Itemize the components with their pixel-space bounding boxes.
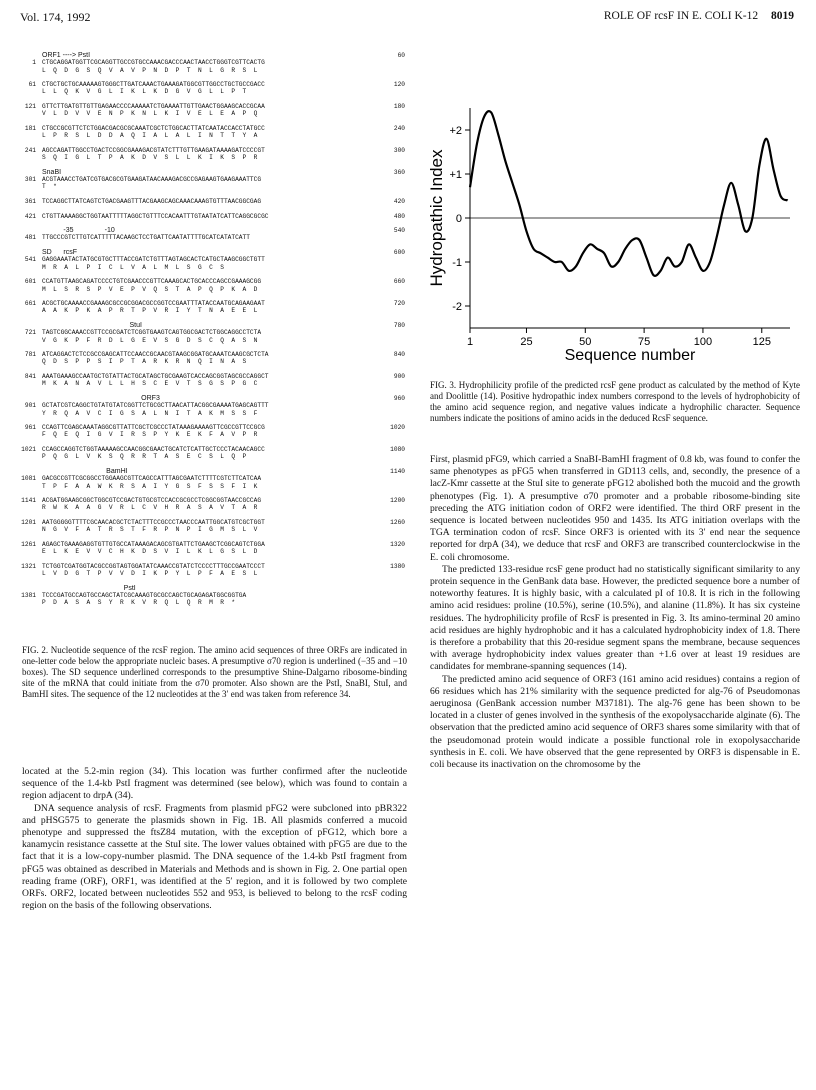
paragraph: DNA sequence analysis of rcsF. Fragments from plasmid pFG2 were subcloned into pBR322 and pHSG575 to generate the plasmids shown in Fig. 1B. All plasmids conferred a mucoid phenotype and suppressed the ftsZ84 mutation, with the exception of pFG12, which bore a kanamycin resistance cassette at the StuI site. The lower values obtained with pFG5 are due to the fact that it is a low-copy-number plasmid. The DNA sequence of the 1.4-kb PstI fragment from pFG5 was obtained as described in Materials and Methods and is shown in Fig. 2. One partial open reading frame (ORF), ORF1, was identified at the 5′ region, and it is followed by two complete ORFs. ORF2, located between nucleotides 552 and 953, is believed to belong to the rcsF coding region on the basis of the following observations. [22,802,407,912]
end-position: 300 [393,146,405,154]
end-position: 540 [393,227,405,235]
x-tick-label: 25 [520,336,533,348]
x-tick-label: 125 [752,336,771,348]
start-position: 1261 [21,540,36,548]
sequence-block [20,424,405,439]
end-position: 1200 [390,497,405,505]
x-tick-label: 100 [693,336,713,348]
end-position: 480 [393,212,405,220]
sequence-block [20,322,405,344]
x-tick-label: 1 [466,336,474,348]
sequence-block [20,446,405,461]
start-position: 1141 [21,497,36,505]
end-position: 360 [393,168,405,176]
sequence-block [20,103,405,118]
nucleotides: TTGCCCGTCTTGTCATTTTTACAAGCTCCTGATTCAATATTTTGCATCATATCATT [42,234,250,242]
nucleotides: CCAGTTCGAGCAAATAGGCGTTATTCGCTCGCCCTATAAAGAAAAGTTCGCCGTTCCGCG [42,424,265,432]
nucleotides: TCCAGGCTTATCAGTCTGACGAAGTTTACGAAGCAGCAAACAAAGTGTTTAACGGCGAG [42,197,262,205]
end-position: 60 [397,52,405,59]
nucleotides: CTGTTAAAAGGCTGGTAATTTTTAGGCTGTTTCCACAATTTGTAATATCATTCAGGCGCGC [42,212,269,220]
end-position: 1380 [390,562,405,570]
nucleotide-sequence-figure [20,52,405,614]
end-position: 420 [393,197,405,205]
start-position: 1321 [21,562,36,570]
amino-acid-line: Y R Q A V C I G S A L N I T A K M S S F [42,409,258,417]
volume-label: Vol. 174, 1992 [20,10,91,24]
nucleotides: TCCCGATGCCAGTGCCAGCTATCGCAAAGTGCGCCAGCTGCAGAGATGGCGGTGA [42,591,247,599]
y-tick-label: 0 [455,213,462,225]
sequence-block [20,563,405,578]
amino-acid-line: P D A S A S Y R K V R Q L Q R M R * [42,599,236,607]
start-position: 601 [24,278,36,286]
amino-acid-line: S Q I G L T P A K D V S L L K I K S P R [42,154,258,162]
start-position: 661 [24,300,36,308]
sequence-block [20,585,405,607]
amino-acid-line: V G K P F R D L G E V S G D S C Q A S N [42,336,258,344]
running-header [604,10,794,22]
paragraph: The predicted amino acid sequence of ORF3 (161 amino acid residues) contains a region of 66 residues which has 21% similarity with the sequence predicted for alg-76 of Pseudomonas aeruginosa (GenBank accession number M37181). The alg-76 gene has been shown to be located in a cluster of genes involved in the synthesis of the exopolysaccharide alginate (6). The observation that the predicted amino acid sequence of ORF3 shares some similarity with that of the pseudomonad protein would indicate a possible functional role in exopolysaccharide synthesis in E. coli. We have observed that the gene represented by ORF3 is dispensable in E. coli because its inactivation on the chromosome by the [430,673,800,771]
nucleotide-line [20,446,405,453]
sequence-block [20,52,405,74]
start-position: 361 [24,197,36,205]
end-position: 660 [393,278,405,286]
sequence-block [20,249,405,271]
start-position: 481 [24,234,36,242]
x-tick-label: 75 [637,336,651,348]
start-position: 301 [24,176,36,184]
hydropathy-curve [470,111,788,276]
sequence-block [20,395,405,417]
column-right-text [430,454,800,771]
start-position: 181 [24,124,36,132]
start-position: 541 [24,256,36,264]
start-position: 901 [24,402,36,410]
amino-acid-line: L L Q K V G L I K L K D G V G L L P T [42,88,247,96]
sequence-annotation: SnaBI [42,168,62,176]
nucleotide-line [20,198,405,205]
amino-acid-line: T * [42,183,57,191]
nucleotides: CCAGCCAGGTCTGGTAAAAAGCCAACGGCGAACTGCATCTCATTGCTCCCTACAACAGCC [42,446,265,454]
page-number: 8019 [771,10,794,22]
end-position: 1140 [390,467,405,475]
end-position: 600 [393,249,405,257]
paragraph: The predicted 133-residue rcsF gene product had no statistically significant similarity to any protein sequence in the GenBank data base. However, the predicted sequence bore a number of noteworthy features. It is highly basic, with a calculated pI of 10.8. It is rich in the following amino acid residues: proline (10.5%), serine (10.5%), and alanine (11.8%). It has six cysteine residues. The hydrophilicity profile of RcsF is presented in Fig. 3. Its amino-terminal 20 amino acid residues are highly hydrophobic and it has a calculated hydrophobicity index of 1.8. There is therefore a probability that this 20-residue segment spans the membrane, because sequences with average hydrophobicity index values greater than +1.6 over at least 19 residues are candidates for membrane-spanning sequences (14). [430,563,800,673]
fig2-caption: FIG. 2. Nucleotide sequence of the rcsF region. The amino acid sequences of three ORFs are indicated in one-letter code below the appropriate nucleic bases. A presumptive σ70 region is underlined (−35 and −10 boxes). The SD sequence underlined corresponds to the presumptive Shine-Dalgarno ribosome-binding site of the mRNA that could initiate from the σ70 promoter. Also shown are the PstI, SnaBI, StuI, and BamHI sites. The sequence of the 12 nucleotides at the 3′ end was taken from reference 34. [22,645,407,699]
amino-acid-line: L P R S L D D A Q I A L A L I N T T Y A [42,132,258,140]
sequence-annotation: ORF3 [42,394,160,402]
y-tick-label: -1 [452,257,462,269]
fig3-caption: FIG. 3. Hydrophilicity profile of the predicted rcsF gene product as calculated by the method of Kyte and Doolittle (14). Positive hydropathic index numbers correspond to the levels of hydrophobicity of the amino acid sequence region, and negative values indicate a hydrophilic character. Sequence numbers indicate the positions of amino acids in the deduced RcsF sequence. [430,380,800,423]
nucleotide-line [20,351,405,358]
nucleotide-line [20,213,405,220]
nucleotides: ACGATGGAAGCGGCTGGCGTCCGACTGTGCGTCCACCGCGCCTCGGCGGTAACCGCCAG [42,497,262,505]
sequence-block [20,351,405,366]
end-position: 120 [393,81,405,89]
sequence-block [20,468,405,490]
start-position: 781 [24,351,36,359]
amino-acid-line: N G V F A T R S T F R P N P I G M S L V [42,526,258,534]
amino-acid-line: M L S R S P V E P V Q S T A P Q P K A D [42,285,258,293]
sequence-block [20,147,405,162]
nucleotides: GACGCCGTTCGCGGCCTGGAAGCGTTCAGCCATTTAGCGAATCTTTTCGTCTTCATCAA [42,475,262,483]
nucleotide-line [20,147,405,154]
nucleotides: AGAGCTGAAAGAGGTGTTGTGCCATAAAGACAGCGTGATTCTGAAGCTCGGCAGTCTGGA [42,540,265,548]
nucleotide-line [20,563,405,570]
y-tick-label: +2 [449,125,462,137]
sequence-block [20,519,405,534]
x-axis-label: Sequence number [564,347,696,364]
nucleotide-line [20,424,405,431]
start-position: 961 [24,424,36,432]
amino-acid-line: E L K E V V C H K D S V I L K L G S L D [42,548,258,556]
sequence-block [20,227,405,242]
nucleotides: AAATGAAAGCCAATGCTGTATTACTGCATAGCTGCGAAGTCACCAGCGGTAGCGCCAGGCT [42,373,269,381]
sequence-annotation: StuI [42,321,142,329]
sequence-block [20,198,405,205]
sequence-block [20,125,405,140]
nucleotide-line [20,541,405,548]
end-position: 240 [393,124,405,132]
amino-acid-line: V L D V V E N P K N L K I V E L E A P Q [42,110,258,118]
nucleotides: TCTGGTCGATGGTACGCCGGTAGTGGATATCAAACCGTATCTCCCCTTTGCCGAATCCCT [42,562,265,570]
nucleotides: GCTATCGTCAGGCTGTATGTATCGGTTCTGCGCTTAACATTACGGCGAAAATGAGCAGTTT [42,402,269,410]
amino-acid-line: M R A L P I C L V A L M L S G C S [42,263,224,271]
start-position: 721 [24,329,36,337]
nucleotide-line [20,125,405,132]
nucleotides: CTGCCGCGTTCTCTGGACGACGCGCAAATCGCTCTGGCACTTATCAATACCACCTATGCC [42,124,265,132]
nucleotides: ACGCTGCAAAACCGAAAGCGCCGCGGACGCCGGTCCGAATTTATACCAATGCAGAAGAAT [42,300,265,308]
amino-acid-line: R W K A A G V R L C V H R A S A V T A R [42,504,258,512]
sequence-annotation: -35 -10 [42,227,115,235]
sequence-block [20,81,405,96]
nucleotides: CCATGTTAAGCAGATCCCCTGTCGAACCCGTTCAAAGCACTGCACCCAGCCGAAAGCGG [42,278,262,286]
start-position: 241 [24,146,36,154]
end-position: 1020 [390,424,405,432]
nucleotides: AATGGGGGTTTTCGCAACACGCTCTACTTTCCGCCCTAACCCAATTGGCATGTCGCTGGT [42,519,265,526]
nucleotides: ATCAGGACTCTCCGCCGAGCATTCCAACCGCAACGTAAGCGGATGCAAATCAAGCGCTCTA [42,351,269,359]
y-ticks [449,125,470,313]
amino-acid-line: L Q D G S Q V A V P N D P T N L G R S L [42,66,258,74]
nucleotides: GTTCTTGATGTTGTTGAGAACCCCAAAAATCTGAAAATTGTTGAACTGGAAGCACCGCAA [42,103,265,111]
end-position: 780 [393,321,405,329]
start-position: 1201 [21,519,36,526]
nucleotide-line [20,300,405,307]
nucleotides: AGCCAGATTGGCCTGACTCCGGCGAAAGACGTATCTTTGTTGAAGATAAAAGATCCCCGT [42,146,265,154]
nucleotide-line [20,497,405,504]
end-position: 960 [393,394,405,402]
sequence-annotation: ORF1 ----> PstI [42,52,91,59]
end-position: 720 [393,300,405,308]
x-tick-label: 50 [579,336,592,348]
sequence-annotation: BamHI [42,467,128,475]
end-position: 1320 [390,540,405,548]
end-position: 1260 [390,519,405,526]
column-left-text [22,766,407,912]
amino-acid-line: L V D G T P V V D I K P Y L P F A E S L [42,570,258,578]
nucleotide-line [20,278,405,285]
amino-acid-line: P Q G L V K S Q R R T A S E C S L Q P [42,453,247,461]
nucleotide-line [20,519,405,526]
sequence-block [20,213,405,220]
paragraph: First, plasmid pFG9, which carried a SnaBI-BamHI fragment of 0.8 kb, was found to confer the same phenotypes as pFG5 when transferred in GD113 cells, and, secondly, the presence of a lacZ-Kmr cassette at the StuI site to generate pFG12 abolished both the mucoid and the growth phenotypes (Fig. 1). A presumptive σ70 promoter and a probable ribosome-binding site preceding the ATG initiation codon of ORF2 were identified. The third ORF present in the sequence is located between nucleotides 950 and 1435. Its ATG initiation overlaps with the TGA termination codon of rcsF. Since ORF3 is oriented with its 3′ end near the sequence reported for drpA (34), we deduce that rcsF and ORF3 are transcribed counterclockwise in the E. coli chromosome. [430,454,800,563]
start-position: 421 [24,212,36,220]
sequence-annotation: SD rcsF [42,249,77,257]
hydropathy-chart [427,88,800,364]
nucleotides: TAGTCGGCAAACCGTTCCGCGATCTCGGTGAAGTCAGTGGCGACTCTGGCAGGCCTCTA [42,329,262,337]
running-title: ROLE OF rcsF IN E. COLI K-12 [603,10,759,22]
start-position: 1081 [21,475,36,483]
y-axis-label: Hydropathic Index [427,149,446,287]
y-tick-label: +1 [449,169,462,181]
sequence-block [20,541,405,556]
amino-acid-line: F Q E Q I G V I R S P Y K E K F A V P R [42,431,258,439]
nucleotides: CTGCAGGATGGTTCGCAGGTTGCCGTGCCAAACGACCCAACTAACCTGGGTCGTTCACTG [42,59,265,67]
end-position: 900 [393,373,405,381]
sequence-block [20,278,405,293]
start-position: 841 [24,373,36,381]
end-position: 180 [393,103,405,111]
start-position: 121 [24,103,36,111]
nucleotides: CTGCTGCTGCAAAAAGTGGGCTTGATCAAACTGAAAGATGGCGTTGGCCTGCTGCCGACC [42,81,265,89]
nucleotides: ACGTAAACCTGATCGTGACGCGTGAAGATAACAAAGACGCCGAGAAGTGAAGAAATTCG [42,176,262,184]
nucleotides: GAGGAAATACTATGCGTGCTTTACCGATCTGTTTAGTAGCACTCATGCTAAGCGGCTGTT [42,256,265,264]
sequence-block [20,373,405,388]
nucleotide-line [20,103,405,110]
start-position: 1381 [21,591,36,599]
y-tick-label: -2 [452,301,462,313]
nucleotide-line [20,373,405,380]
sequence-block [20,169,405,191]
end-position: 840 [393,351,405,359]
start-position: 1 [32,59,36,67]
sequence-block [20,497,405,512]
nucleotide-line [20,592,405,599]
nucleotide-line [20,81,405,88]
start-position: 1021 [21,446,36,454]
sequence-block [20,300,405,315]
start-position: 61 [28,81,36,89]
end-position: 1080 [390,446,405,454]
x-ticks [467,328,771,348]
amino-acid-line: M K A N A V L L H S C E V T S G S P G C [42,380,258,388]
sequence-annotation: PstI [42,584,136,592]
paragraph: located at the 5.2-min region (34). This location was further confirmed after the nucleotide sequence of the 1.4-kb PstI fragment was determined (see below), which was found to contain a region adjacent to drpA (34). [22,766,407,802]
amino-acid-line: A A K P K A P R T P V R I Y T N A E E L [42,307,258,315]
amino-acid-line: Q D S P P S I P T A R K R N Q I N A S [42,358,247,366]
amino-acid-line: T P F A A W K R S A I Y G S F S S F I K [42,482,258,490]
